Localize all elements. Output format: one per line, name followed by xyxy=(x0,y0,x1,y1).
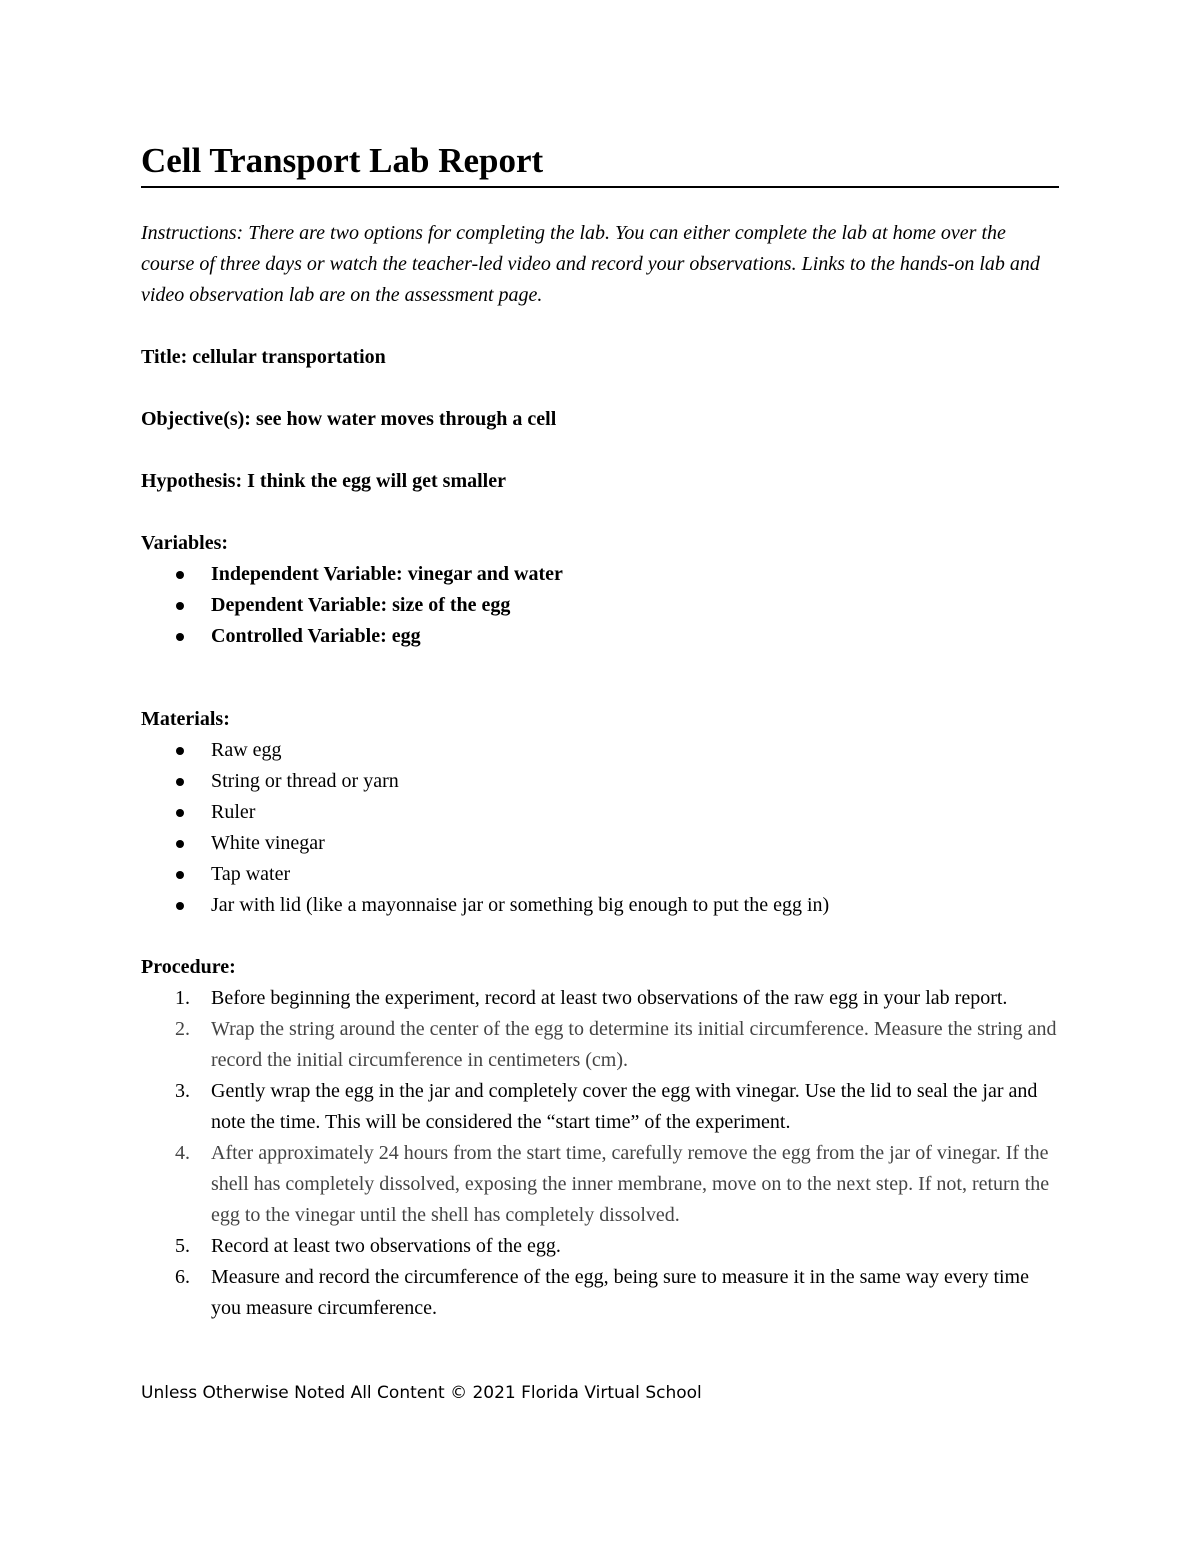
material-text: Jar with lid (like a mayonnaise jar or something big enough to put the egg in) xyxy=(211,894,830,916)
procedure-step xyxy=(141,1138,1059,1231)
variable-text: Independent Variable: vinegar and water xyxy=(211,563,563,585)
procedure-step xyxy=(141,1014,1059,1076)
bullet-icon xyxy=(176,633,184,641)
copyright-footer: Unless Otherwise Noted All Content © 2021 Florida Virtual School xyxy=(141,1383,702,1403)
procedure-heading: Procedure: xyxy=(141,956,236,978)
material-text: White vinegar xyxy=(211,832,325,854)
list-item xyxy=(141,590,1059,621)
document-page xyxy=(141,138,1059,1324)
step-number: 2. xyxy=(175,1018,190,1040)
material-text: Raw egg xyxy=(211,739,282,761)
material-text: String or thread or yarn xyxy=(211,770,399,792)
list-item xyxy=(141,559,1059,590)
step-number: 3. xyxy=(175,1080,190,1102)
bullet-icon xyxy=(176,602,184,610)
bullet-icon xyxy=(176,571,184,579)
procedure-step xyxy=(141,1076,1059,1138)
step-text: Before beginning the experiment, record at least two observations of the raw egg in your lab report. xyxy=(211,987,1008,1009)
list-item xyxy=(141,621,1059,652)
step-text: Wrap the string around the center of the egg to determine its initial circumference. Measure the string and record the initial circumference in centimeters (cm). xyxy=(211,1018,1057,1071)
procedure-step xyxy=(141,1262,1059,1324)
material-text: Ruler xyxy=(211,801,256,823)
step-number: 6. xyxy=(175,1266,190,1288)
title-field: Title: cellular transportation xyxy=(141,346,386,368)
variables-list xyxy=(141,559,1059,652)
instructions-text: Instructions: There are two options for completing the lab. You can either complete the lab at home over the course of three days or watch the teacher-led video and record your observations. Links to the hands-on lab and video observation lab are on the assessment page. xyxy=(141,222,1040,306)
material-text: Tap water xyxy=(211,863,291,885)
list-item xyxy=(141,859,1059,890)
bullet-icon xyxy=(176,778,184,786)
list-item xyxy=(141,828,1059,859)
variable-text: Dependent Variable: size of the egg xyxy=(211,594,511,616)
bullet-icon xyxy=(176,902,184,910)
step-number: 5. xyxy=(175,1235,190,1257)
list-item xyxy=(141,766,1059,797)
hypothesis-field: Hypothesis: I think the egg will get smaller xyxy=(141,470,506,492)
list-item xyxy=(141,797,1059,828)
procedure-list xyxy=(141,983,1059,1324)
step-text: Measure and record the circumference of the egg, being sure to measure it in the same way every time you measure circumference. xyxy=(211,1266,1029,1319)
materials-list xyxy=(141,735,1059,921)
step-number: 1. xyxy=(175,987,190,1009)
bullet-icon xyxy=(176,840,184,848)
list-item xyxy=(141,735,1059,766)
step-text: Record at least two observations of the egg. xyxy=(211,1235,561,1257)
variables-heading: Variables: xyxy=(141,532,229,554)
step-number: 4. xyxy=(175,1142,190,1164)
step-text: After approximately 24 hours from the start time, carefully remove the egg from the jar of vinegar. If the shell has completely dissolved, exposing the inner membrane, move on to the next step. If not, return the egg to the vinegar until the shell has completely dissolved. xyxy=(211,1142,1050,1226)
list-item xyxy=(141,890,1059,921)
bullet-icon xyxy=(176,871,184,879)
step-text: Gently wrap the egg in the jar and completely cover the egg with vinegar. Use the lid to seal the jar and note the time. This will be considered the “start time” of the experiment. xyxy=(211,1080,1038,1133)
variable-text: Controlled Variable: egg xyxy=(211,625,421,647)
materials-heading: Materials: xyxy=(141,708,230,730)
procedure-step xyxy=(141,1231,1059,1262)
document-title: Cell Transport Lab Report xyxy=(141,138,1059,188)
bullet-icon xyxy=(176,747,184,755)
bullet-icon xyxy=(176,809,184,817)
objective-field: Objective(s): see how water moves through a cell xyxy=(141,408,557,430)
procedure-step xyxy=(141,983,1059,1014)
